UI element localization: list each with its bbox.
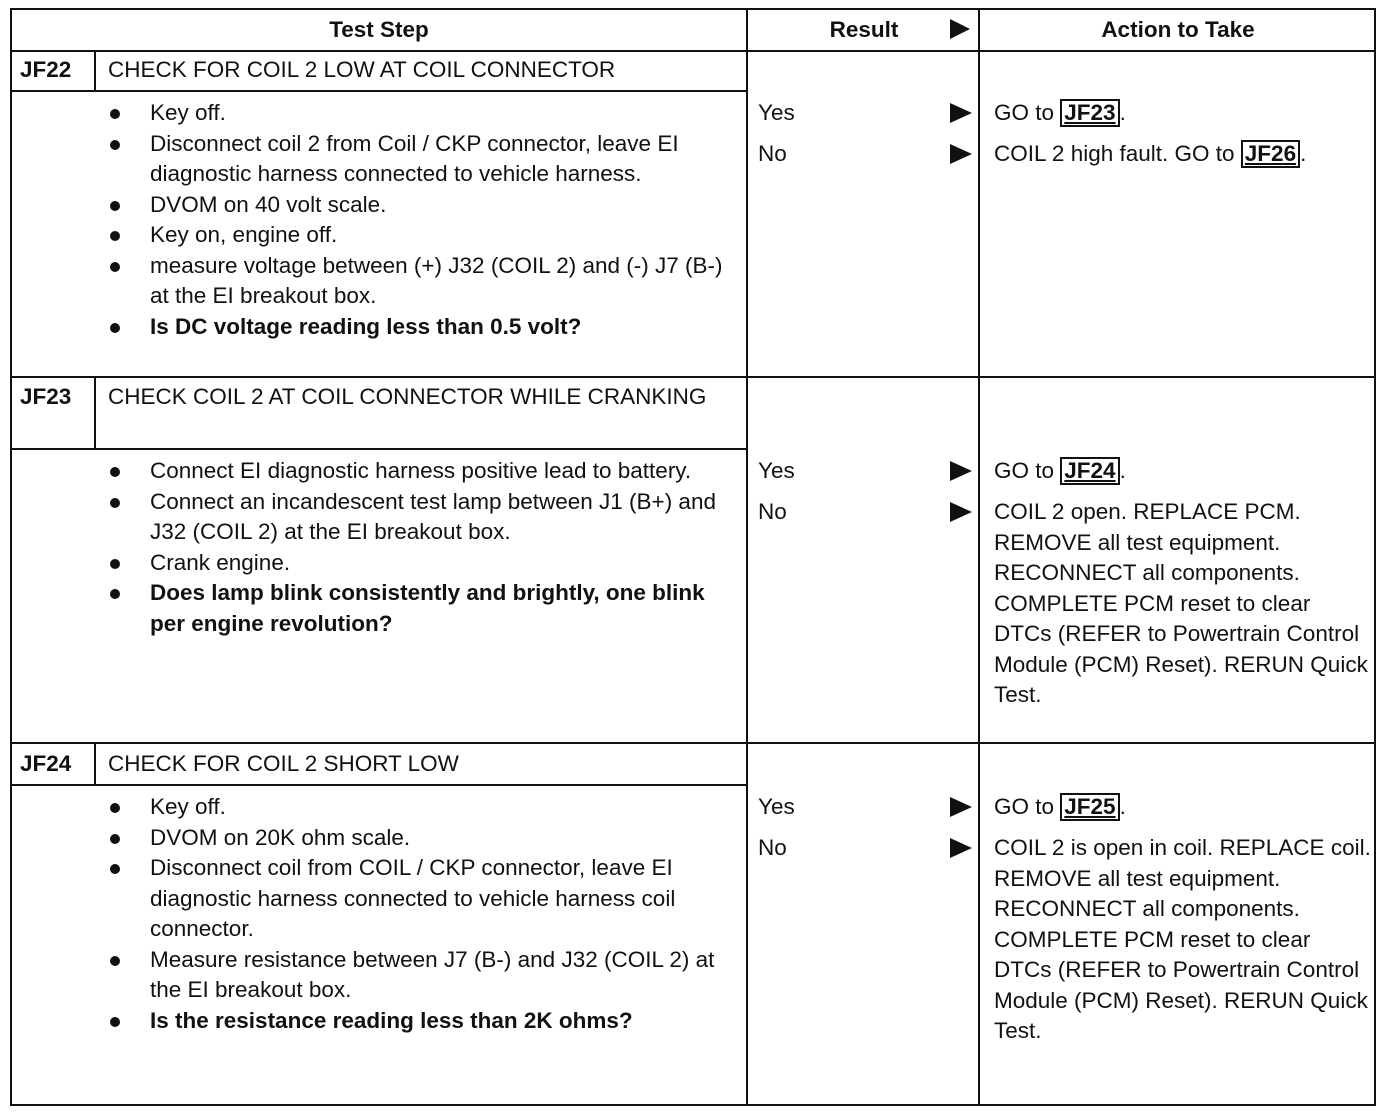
step-id: JF24 bbox=[12, 744, 96, 784]
list-item: DVOM on 20K ohm scale. bbox=[108, 823, 728, 854]
list-item: Key off. bbox=[108, 792, 728, 823]
step-procedure-list bbox=[108, 792, 728, 1036]
list-item: measure voltage between (+) J32 (COIL 2) and (-) J7 (B-) at the EI breakout box. bbox=[108, 251, 728, 312]
result-no: No bbox=[758, 499, 787, 524]
list-item: Key on, engine off. bbox=[108, 220, 728, 251]
arrow-right-icon bbox=[950, 19, 970, 39]
action-yes: GO to JF25 . bbox=[994, 794, 1126, 819]
action-yes: GO to JF23 . bbox=[994, 100, 1126, 125]
list-item: Disconnect coil 2 from Coil / CKP connector, leave EI diagnostic harness connected to vehicle harness. bbox=[108, 129, 728, 190]
step-title: CHECK FOR COIL 2 SHORT LOW bbox=[108, 751, 459, 776]
list-item: Measure resistance between J7 (B-) and J32 (COIL 2) at the EI breakout box. bbox=[108, 945, 728, 1006]
step-id: JF22 bbox=[12, 50, 96, 90]
result-column bbox=[758, 456, 958, 538]
test-step-jf22 bbox=[12, 50, 1374, 376]
step-reference-link[interactable]: JF23 bbox=[1060, 99, 1119, 127]
arrow-right-icon bbox=[950, 838, 972, 858]
header-result: Result bbox=[746, 10, 980, 50]
step-procedure-list bbox=[108, 456, 728, 639]
arrow-right-icon bbox=[950, 103, 972, 123]
step-question: Does lamp blink consistently and brightly, one blink per engine revolution? bbox=[108, 578, 728, 639]
result-no: No bbox=[758, 835, 787, 860]
action-no: COIL 2 high fault. GO to JF26 . bbox=[994, 141, 1307, 166]
step-question: Is DC voltage reading less than 0.5 volt? bbox=[108, 312, 728, 343]
step-id: JF23 bbox=[12, 378, 96, 448]
arrow-right-icon bbox=[950, 797, 972, 817]
action-column bbox=[994, 792, 1374, 1047]
result-yes: Yes bbox=[758, 794, 795, 819]
test-step-jf24 bbox=[12, 742, 1374, 1106]
step-reference-link[interactable]: JF26 bbox=[1241, 140, 1300, 168]
list-item: Connect EI diagnostic harness positive lead to battery. bbox=[108, 456, 728, 487]
test-step-jf23 bbox=[12, 376, 1374, 744]
action-no: COIL 2 open. REPLACE PCM. REMOVE all test equipment. RECONNECT all components. COMPLETE PCM reset to clear DTCs (REFER to Powertrain Control Module (PCM) Reset). RERUN Quick Test. bbox=[994, 499, 1368, 707]
result-column bbox=[758, 98, 958, 180]
result-no: No bbox=[758, 141, 787, 166]
action-no: COIL 2 is open in coil. REPLACE coil. REMOVE all test equipment. RECONNECT all components. COMPLETE PCM reset to clear DTCs (REFER to Powertrain Control Module (PCM) Reset). RERUN Quick Test. bbox=[994, 835, 1371, 1043]
list-item: Connect an incandescent test lamp between J1 (B+) and J32 (COIL 2) at the EI breakout box. bbox=[108, 487, 728, 548]
action-column bbox=[994, 456, 1374, 711]
step-question: Is the resistance reading less than 2K ohms? bbox=[108, 1006, 728, 1037]
arrow-right-icon bbox=[950, 502, 972, 522]
step-procedure-list bbox=[108, 98, 728, 342]
arrow-right-icon bbox=[950, 461, 972, 481]
step-reference-link[interactable]: JF24 bbox=[1060, 457, 1119, 485]
action-yes: GO to JF24 . bbox=[994, 458, 1126, 483]
step-title: CHECK FOR COIL 2 LOW AT COIL CONNECTOR bbox=[108, 57, 616, 82]
list-item: DVOM on 40 volt scale. bbox=[108, 190, 728, 221]
step-reference-link[interactable]: JF25 bbox=[1060, 793, 1119, 821]
arrow-right-icon bbox=[950, 144, 972, 164]
list-item: Crank engine. bbox=[108, 548, 728, 579]
result-column bbox=[758, 792, 958, 874]
result-yes: Yes bbox=[758, 100, 795, 125]
diagnostic-table bbox=[10, 8, 1376, 1106]
result-yes: Yes bbox=[758, 458, 795, 483]
header-action: Action to Take bbox=[978, 10, 1376, 50]
action-column bbox=[994, 98, 1374, 170]
table-header bbox=[12, 10, 1374, 52]
list-item: Disconnect coil from COIL / CKP connector, leave EI diagnostic harness connected to vehicle harness coil connector. bbox=[108, 853, 728, 945]
step-title: CHECK COIL 2 AT COIL CONNECTOR WHILE CRANKING bbox=[108, 384, 707, 409]
list-item: Key off. bbox=[108, 98, 728, 129]
header-test-step: Test Step bbox=[329, 17, 429, 42]
